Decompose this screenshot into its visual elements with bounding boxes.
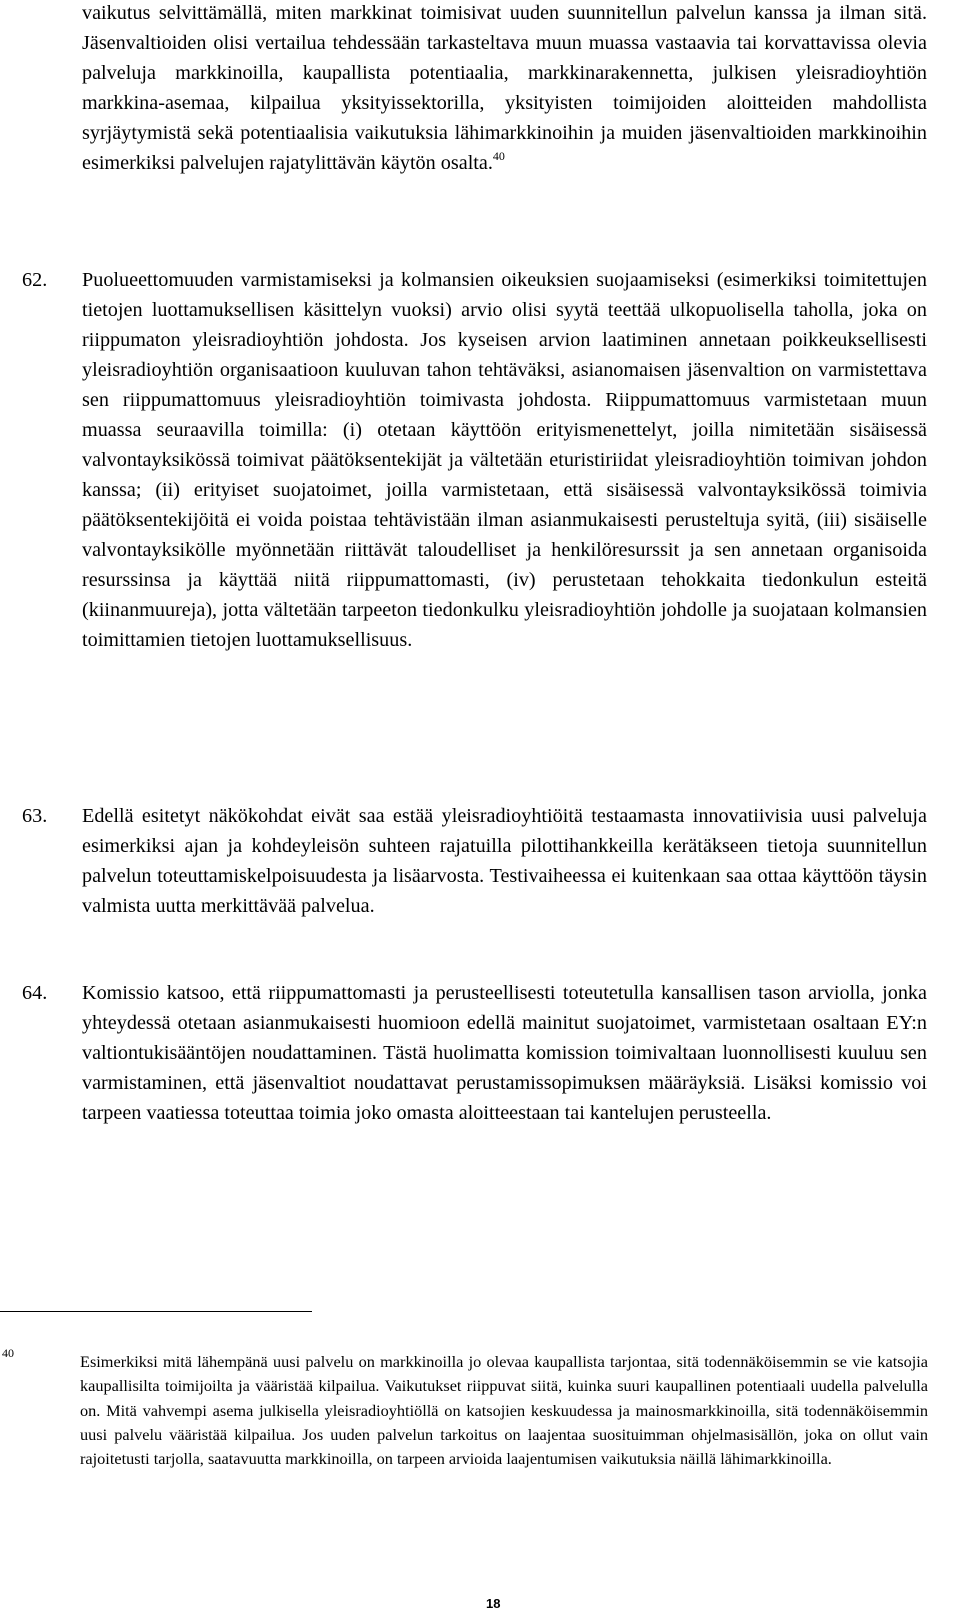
paragraph-62-number: 62. [22,269,48,291]
footnote-marker: 40 [2,1346,14,1360]
page-number: 18 [486,1596,501,1611]
footnote-reference-40[interactable]: 40 [492,149,505,163]
paragraph-63-number: 63. [22,805,48,827]
footnote-separator [0,1311,312,1312]
paragraph-63-text: Edellä esitetyt näkökohdat eivät saa estää yleisradioyhtiöitä testaamasta innovatiivisia uusi palveluja esimerkiksi ajan ja kohdeyleisön suhteen rajatuilla pilottihankkeilla kerätäkseen tietoja suunnitellun palvelun toteuttamiskelpoisuudesta ja lisäarvosta. Testivaiheessa ei kuitenkaan saa ottaa käyttöön täysin valmista uutta merkittävää palvelua. [82,805,927,917]
paragraph-64-text: Komissio katsoo, että riippumattomasti ja perusteellisesti toteutetulla kansallisen tason arviolla, jonka yhteydessä otetaan asianmukaisesti huomioon edellä mainitut suojatoimet, varmistetaan osaltaan EY:n valtiontukisääntöjen noudattaminen. Tästä huolimatta komission toimivaltaan luonnollisesti kuuluu sen varmistaminen, että jäsenvaltiot noudattavat perustamissopimuksen määräyksiä. Lisäksi komissio voi tarpeen vaatiessa toteuttaa toimia joko omasta aloitteestaan tai kantelujen perusteella. [82,982,927,1124]
paragraph-61-continued [82,0,927,178]
paragraph-61-text: vaikutus selvittämällä, miten markkinat toimisivat uuden suunnitellun palvelun kanssa ja ilman sitä. Jäsenvaltioiden olisi vertailua tehdessään tarkasteltava muun muassa vastaavia tai korvattavissa olevia palveluja markkinoilla, kaupallista potentiaalia, markkinarakennetta, julkisen yleisradioyhtiön markkina-asemaa, kilpailua yksityissektorilla, yksityisten toimijoiden aloitteiden mahdollista syrjäytymistä sekä potentiaalisia vaikutuksia lähimarkkinoihin ja muiden jäsenvaltioiden markkinoihin esimerkiksi palvelujen rajatylittävän käytön osalta. [82,2,927,174]
paragraph-64-number: 64. [22,982,48,1004]
footnote-text: Esimerkiksi mitä lähempänä uusi palvelu on markkinoilla jo olevaa kaupallista tarjontaa, sitä todennäköisemmin se vie katsojia kaupallisilta toimijoilta ja vääristää kilpailua. Vaikutukset riippuvat siitä, kuinka suuri kaupallinen potentiaali uudella palvelulla on. Mitä vahvempi asema julkisella yleisradioyhtiöllä on katsojien keskuudessa ja mainosmarkkinoilla, sitä todennäköisemmin uusi palvelu vääristää kilpailua. Jos uuden palvelun tarkoitus on laajentaa suosituimman ohjelmasisällön, joka on ollut vain rajoitetusti tarjolla, saatavuutta markkinoilla, on tarpeen arvioida laajentumisen vaikutuksia näillä lähimarkkinoilla. [80,1352,928,1469]
paragraph-62-text: Puolueettomuuden varmistamiseksi ja kolmansien oikeuksien suojaamiseksi (esimerkiksi toimitettujen tietojen luottamuksellisen käsittelyn vuoksi) arvio olisi syytä teettää ulkopuolisella taholla, joka on riippumaton yleisradioyhtiön johdosta. Jos kyseisen arvion laatiminen annetaan poikkeuksellisesti yleisradioyhtiön organisaatioon kuuluvan tahon tehtäväksi, asianomaisen jäsenvaltion on varmistettava sen riippumattomuus yleisradioyhtiön toimivasta johdosta. Riippumattomuus varmistetaan muun muassa seuraavilla toimilla: (i) otetaan käyttöön erityismenettelyt, joilla nimitetään sisäisessä valvontayksikössä toimivat päätöksentekijät ja vältetään eturistiriidat yleisradioyhtiön toimivan johdon kanssa; (ii) erityiset suojatoimet, joilla varmistetaan, että sisäisessä valvontayksikössä toimivia päätöksentekijöitä ei voida poistaa tehtävistään ilman asianmukaisesti perusteltuja syitä, (iii) sisäiselle valvontayksikölle myönnetään riittävät taloudelliset ja henkilöresurssit ja sen annetaan organisoida resurssinsa ja käyttää niitä riippumattomasti, (iv) perustetaan tehokkaita tiedonkulun esteitä (kiinanmuureja), jotta vältetään tarpeeton tiedonkulku yleisradioyhtiön johdolle ja suojataan kolmansien toimittamien tietojen luottamuksellisuus. [82,269,927,651]
